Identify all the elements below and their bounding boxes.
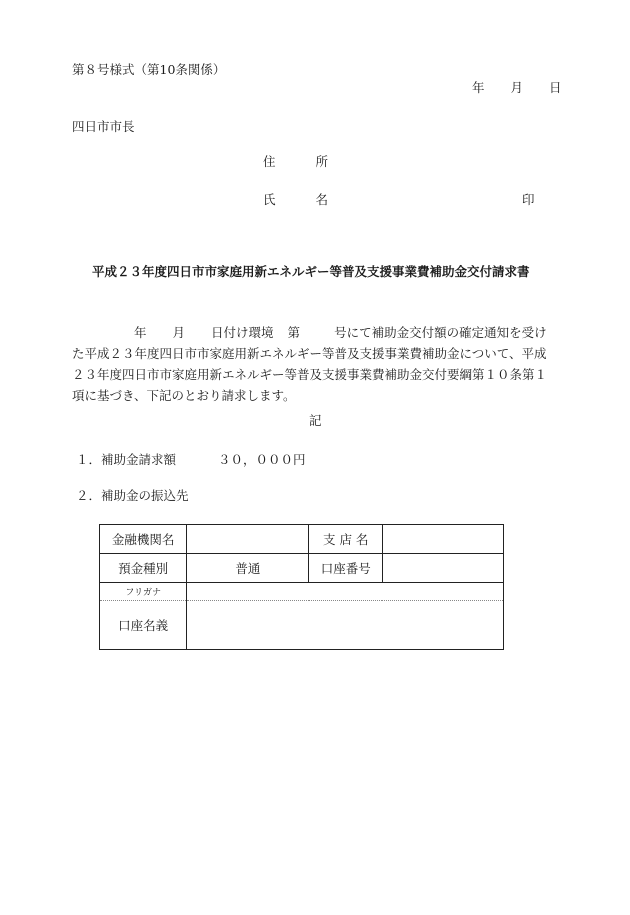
name-line xyxy=(263,192,328,208)
institution-label: 金融機関名 xyxy=(100,525,187,554)
item-2-label: ２．補助金の振込先 xyxy=(76,488,189,503)
bank-account-table xyxy=(99,524,504,650)
body-paragraph xyxy=(72,322,572,406)
account-number-field[interactable] xyxy=(382,554,503,583)
branch-field[interactable] xyxy=(382,525,503,554)
date-day-label: 日 xyxy=(549,80,562,95)
ki-heading: 記 xyxy=(309,413,322,428)
account-name-field[interactable] xyxy=(187,601,504,650)
deposit-type-label: 預金種別 xyxy=(100,554,187,583)
body-line-3: ２３年度四日市市家庭用新エネルギー等普及支援事業費補助金交付要綱第１０条第１ xyxy=(72,367,548,382)
item-1 xyxy=(76,452,306,468)
form-number: 第８号様式（第10条関係） xyxy=(72,62,226,77)
address-label-1: 住 xyxy=(263,154,276,169)
institution-field[interactable] xyxy=(187,525,309,554)
furigana-field[interactable] xyxy=(187,583,504,601)
document-title: 平成２３年度四日市市家庭用新エネルギー等普及支援事業費補助金交付請求書 xyxy=(92,264,530,279)
body-line-2: た平成２３年度四日市市家庭用新エネルギー等普及支援事業費補助金について、平成 xyxy=(72,346,547,361)
seal-mark: 印 xyxy=(522,192,535,207)
name-label-1: 氏 xyxy=(263,192,276,207)
account-number-label: 口座番号 xyxy=(309,554,383,583)
date-month-label: 月 xyxy=(510,80,524,95)
address-label-2: 所 xyxy=(315,154,329,169)
date-line xyxy=(472,80,562,96)
date-year-label: 年 xyxy=(472,80,485,95)
body-line-4: 項に基づき、下記のとおり請求します。 xyxy=(72,388,296,403)
deposit-type-value: 普通 xyxy=(187,554,309,583)
furigana-label: フリガナ xyxy=(100,583,187,601)
branch-label: 支 店 名 xyxy=(309,525,383,554)
body-line-1: 年 月 日付け環境 第 号にて補助金交付額の確定通知を受け xyxy=(134,325,547,340)
name-label-2: 名 xyxy=(315,192,329,207)
item-1-amount: ３０，０００円 xyxy=(218,452,306,467)
account-name-label: 口座名義 xyxy=(100,601,187,650)
item-1-label: １．補助金請求額 xyxy=(76,452,177,467)
address-line xyxy=(263,154,328,170)
addressee: 四日市市長 xyxy=(72,119,135,134)
